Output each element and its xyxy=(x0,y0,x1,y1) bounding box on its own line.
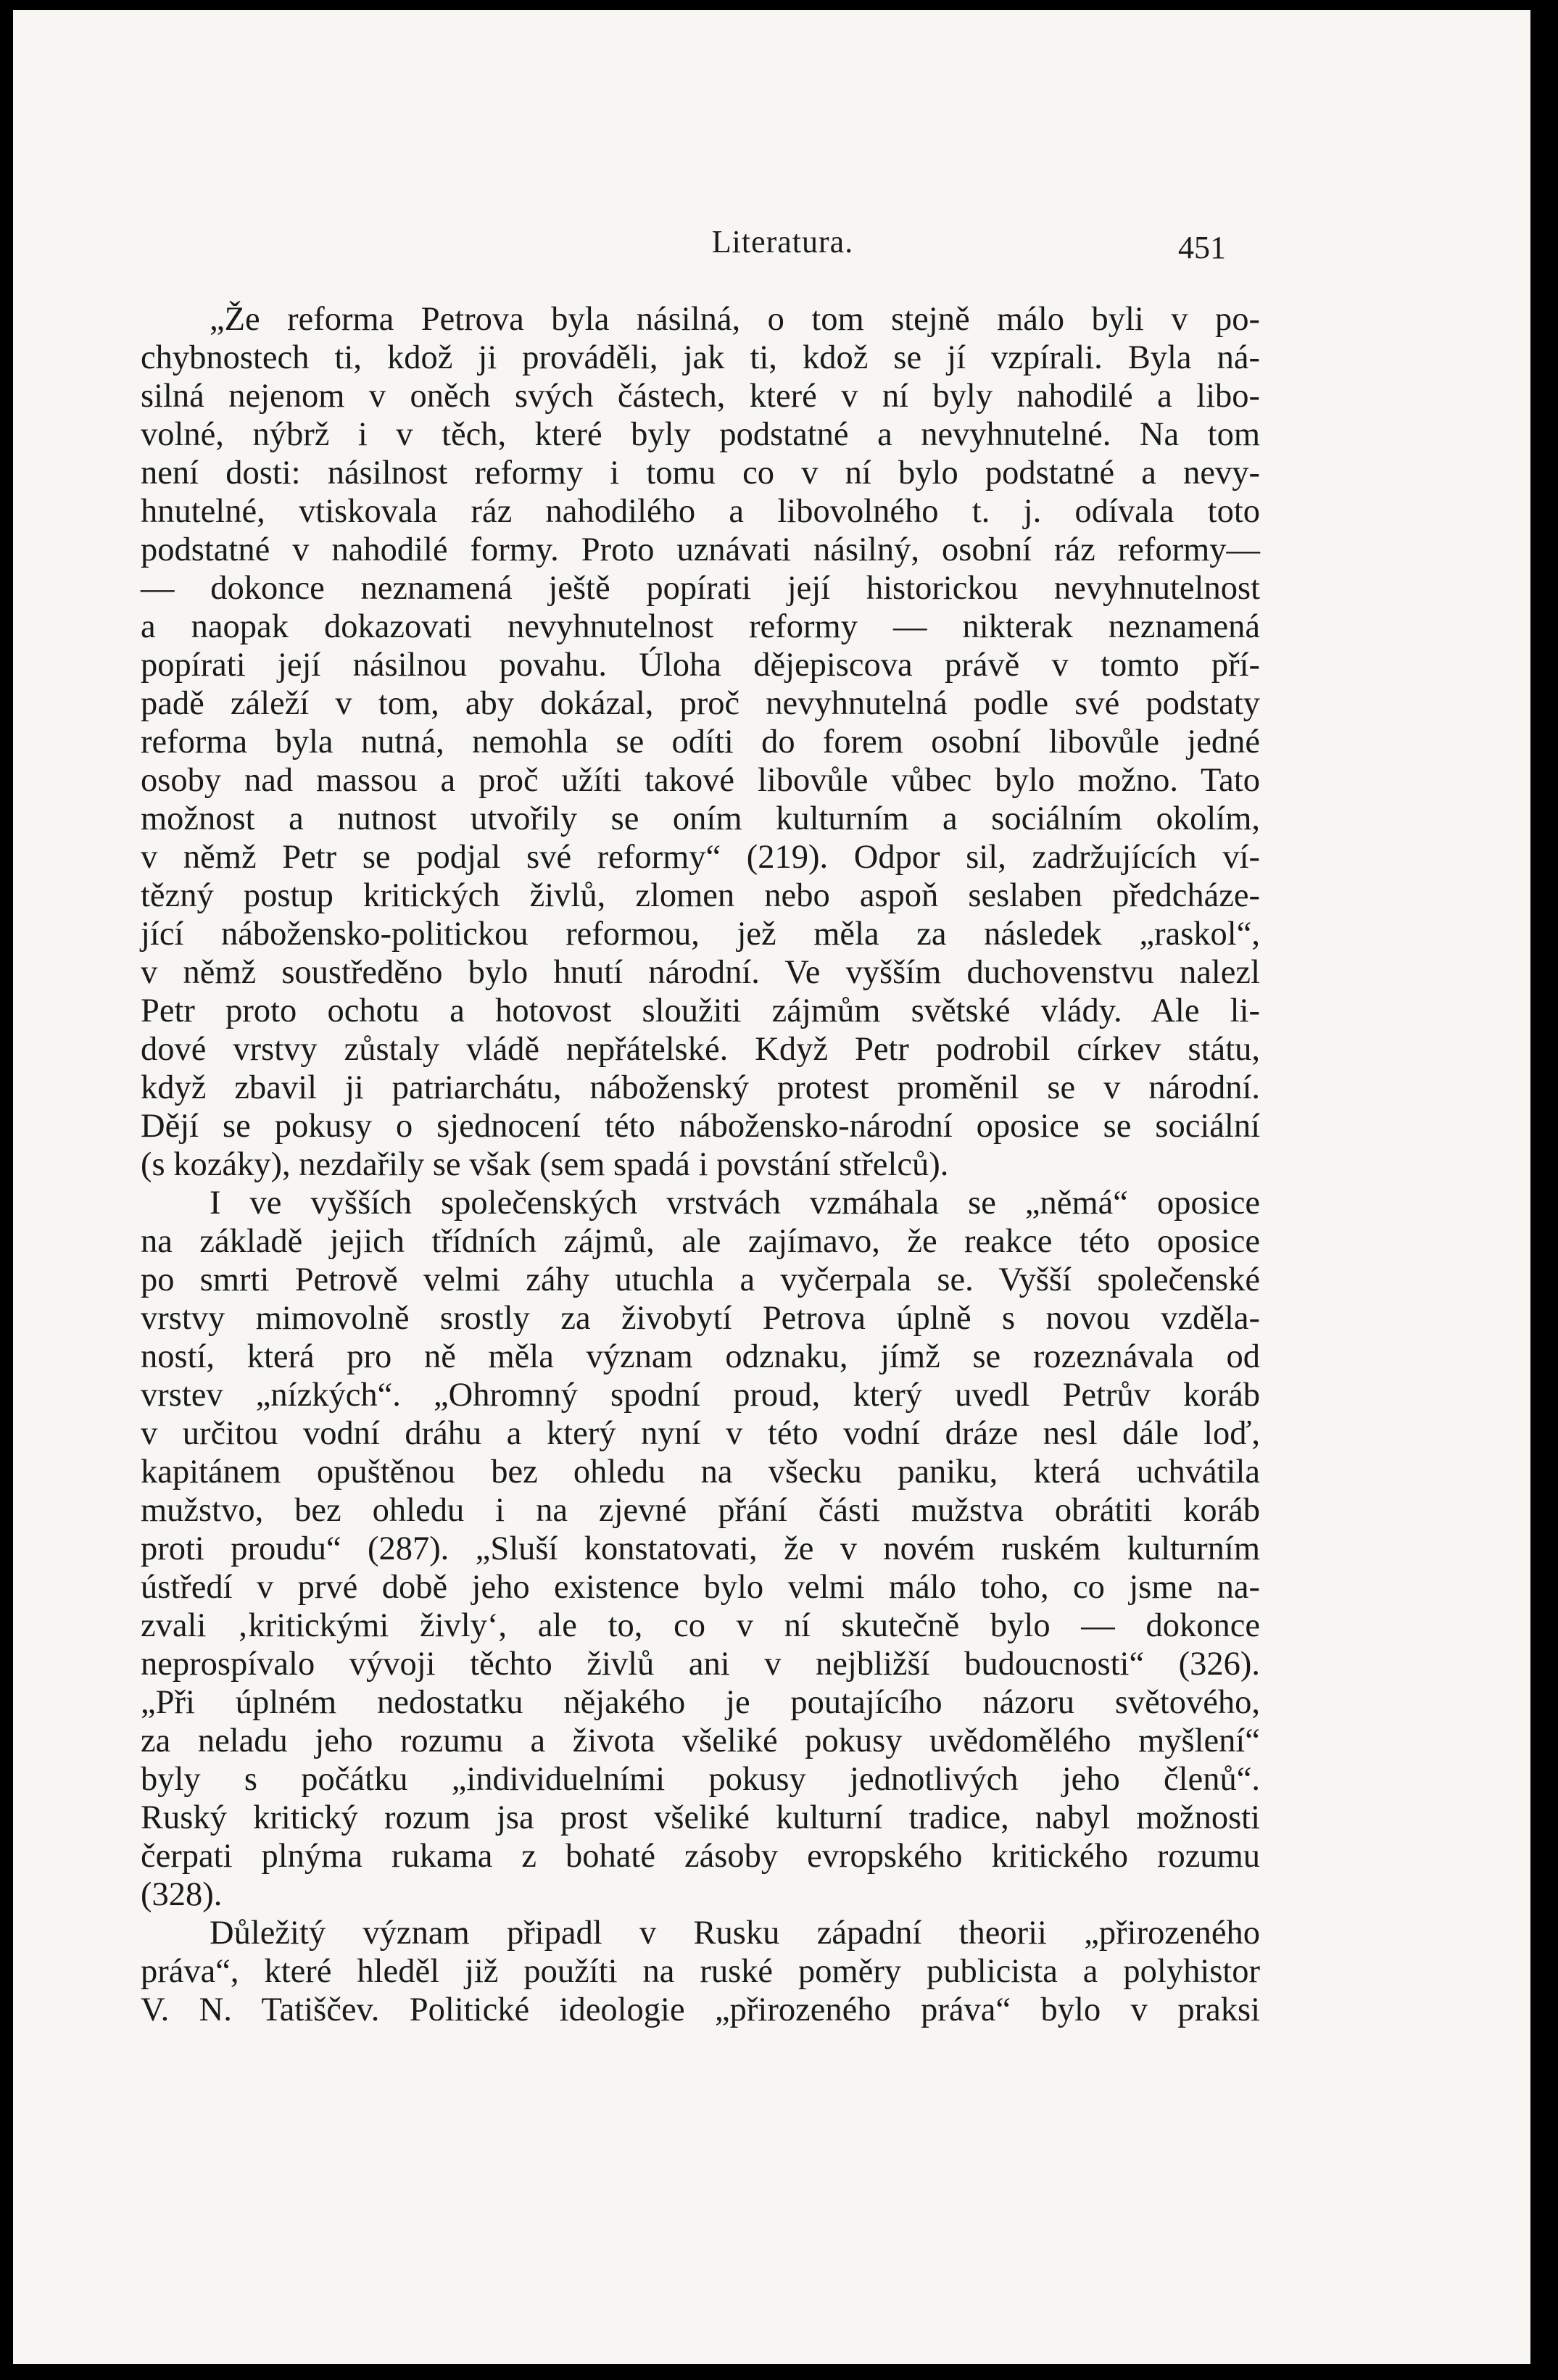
text-line: „Že reforma Petrova byla násilná, o tom stejně málo byli v po- xyxy=(210,301,1260,338)
text-line: (s kozáky), nezdařily se však (sem spadá i povstání střelců). xyxy=(141,1146,949,1183)
text-line: na základě jejich třídních zájmů, ale zajímavo, že reakce této oposice xyxy=(141,1223,1260,1260)
text-line: po smrti Petrově velmi záhy utuchla a vyčerpala se. Vyšší společenské xyxy=(141,1261,1260,1298)
text-line: možnost a nutnost utvořily se oním kulturním a sociálním okolím, xyxy=(141,800,1260,837)
text-line: neprospívalo vývoji těchto živlů ani v nejbližší budoucnosti“ (326). xyxy=(141,1646,1260,1683)
text-line: když zbavil ji patriarchátu, náboženský protest proměnil se v národní. xyxy=(141,1069,1260,1106)
text-line: I ve vyšších společenských vrstvách vzmáhala se „němá“ oposice xyxy=(210,1185,1260,1222)
text-line: — dokonce neznamená ještě popírati její historickou nevyhnutelnost xyxy=(141,570,1260,607)
text-line: proti proudu“ (287). „Sluší konstatovati, že v novém ruském kulturním xyxy=(141,1530,1260,1567)
text-line: mužstvo, bez ohledu i na zjevné přání části mužstva obrátiti koráb xyxy=(141,1492,1260,1529)
text-line: není dosti: násilnost reformy i tomu co v ní bylo podstatné a nevy- xyxy=(141,455,1260,492)
text-line: práva“, které hleděl již použíti na ruské poměry publicista a polyhistor xyxy=(141,1953,1260,1990)
text-line: v němž Petr se podjal své reformy“ (219). Odpor sil, zadržujících ví- xyxy=(141,839,1260,876)
body-text xyxy=(141,300,1260,2029)
text-line: silná nejenom v oněch svých částech, které v ní byly nahodilé a libo- xyxy=(141,378,1260,415)
text-line: kapitánem opuštěnou bez ohledu na všecku paniku, která uchvátila xyxy=(141,1454,1260,1490)
text-line: v němž soustředěno bylo hnutí národní. Ve vyšším duchovenstvu nalezl xyxy=(141,954,1260,991)
text-line: „Při úplném nedostatku nějakého je poutajícího názoru světového, xyxy=(141,1684,1260,1721)
text-line: jící nábožensko-politickou reformou, jež měla za následek „raskol“, xyxy=(141,916,1260,953)
text-line: padě záleží v tom, aby dokázal, proč nevyhnutelná podle své podstaty xyxy=(141,685,1260,722)
text-line: čerpati plnýma rukama z bohaté zásoby evropského kritického rozumu xyxy=(141,1838,1260,1875)
text-line: Důležitý význam připadl v Rusku západní theorii „přirozeného xyxy=(210,1915,1260,1952)
text-line: ností, která pro ně měla význam odznaku, jímž se rozeznávala od xyxy=(141,1338,1260,1375)
text-line: byly s počátku „individuelními pokusy jednotlivých jeho členů“. xyxy=(141,1761,1260,1798)
text-line: hnutelné, vtiskovala ráz nahodilého a libovolného t. j. odívala toto xyxy=(141,493,1260,530)
running-head: Literatura. xyxy=(711,224,854,260)
text-line: Ruský kritický rozum jsa prost všeliké kulturní tradice, nabyl možnosti xyxy=(141,1799,1260,1836)
text-line: (328). xyxy=(141,1876,223,1913)
text-line: v určitou vodní dráhu a který nyní v této vodní dráze nesl dále loď, xyxy=(141,1415,1260,1452)
page-header xyxy=(13,220,1530,264)
text-line: za neladu jeho rozumu a života všeliké pokusy uvědomělého myšlení“ xyxy=(141,1722,1260,1759)
text-line: osoby nad massou a proč užíti takové libovůle vůbec bylo možno. Tato xyxy=(141,762,1260,799)
text-line: volné, nýbrž i v těch, které byly podstatné a nevyhnutelné. Na tom xyxy=(141,416,1260,453)
text-line: vrstev „nízkých“. „Ohromný spodní proud, který uvedl Petrův koráb xyxy=(141,1377,1260,1414)
text-line: dové vrstvy zůstaly vládě nepřátelské. Když Petr podrobil církev státu, xyxy=(141,1031,1260,1068)
page-number: 451 xyxy=(1178,230,1226,265)
text-line: chybnostech ti, kdož ji prováděli, jak ti, kdož se jí vzpírali. Byla ná- xyxy=(141,339,1260,376)
text-line: zvali ‚kritickými živly‘, ale to, co v ní skutečně bylo — dokonce xyxy=(141,1607,1260,1644)
text-line: Petr proto ochotu a hotovost sloužiti zájmům světské vlády. Ale li- xyxy=(141,992,1260,1029)
text-line: vrstvy mimovolně srostly za živobytí Petrova úplně s novou vzděla- xyxy=(141,1300,1260,1337)
book-page xyxy=(13,10,1530,2364)
text-line: popírati její násilnou povahu. Úloha dějepiscova právě v tomto pří- xyxy=(141,647,1260,684)
text-line: V. N. Tatiščev. Politické ideologie „přirozeného práva“ bylo v praksi xyxy=(141,1991,1260,2028)
text-line: reforma byla nutná, nemohla se odíti do forem osobní libovůle jedné xyxy=(141,723,1260,760)
text-line: ústředí v prvé době jeho existence bylo velmi málo toho, co jsme na- xyxy=(141,1569,1260,1606)
text-line: Dějí se pokusy o sjednocení této nábožensko-národní oposice se sociální xyxy=(141,1108,1260,1145)
text-line: a naopak dokazovati nevyhnutelnost reformy — nikterak neznamená xyxy=(141,608,1260,645)
text-line: tězný postup kritických živlů, zlomen nebo aspoň seslaben předcháze- xyxy=(141,877,1260,914)
text-line: podstatné v nahodilé formy. Proto uznávati násilný, osobní ráz reformy— xyxy=(141,531,1260,568)
